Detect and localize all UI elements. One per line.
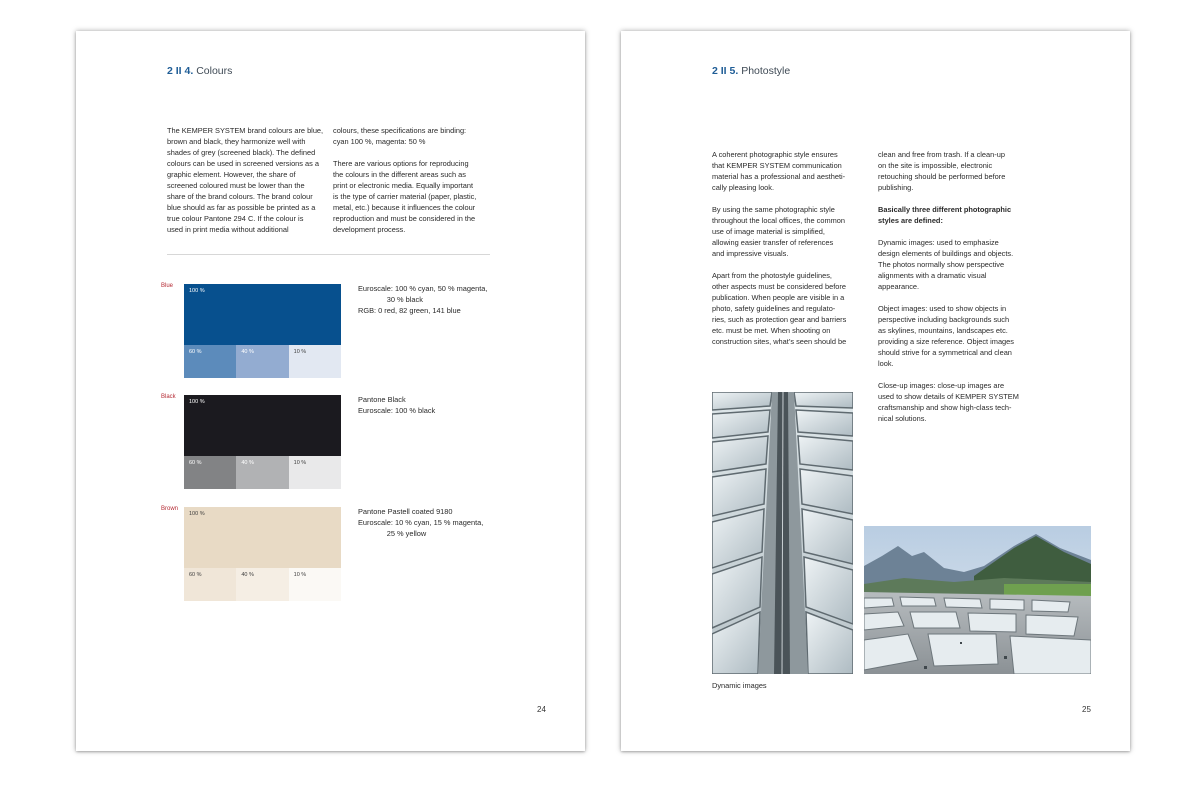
percent-label: 60 % [189, 349, 202, 355]
paragraph: The KEMPER SYSTEM brand colours are blue, brown and black, they harmonize well with shades of grey (screened black). The defined colours can be used in screened versions as a graphic element. However, the share of screened coloured must be lower than the share of the brand colours. The brand colour blue should as far as possible be printed as a true colour Pantone 294 C. If the colour is used in print media without additional [167, 126, 324, 234]
swatch-tint-10 [289, 456, 341, 489]
page-number: 25 [1082, 705, 1091, 714]
section-number: 2 II 4. [167, 65, 194, 77]
swatch-label-blue: Blue [161, 283, 174, 289]
photo-caption: Dynamic images [712, 681, 767, 690]
swatch-description-brown [358, 506, 483, 539]
dynamic-image-skylights [712, 392, 853, 674]
section-title: Colours [196, 65, 233, 77]
percent-label: 40 % [241, 460, 254, 466]
page-number: 24 [537, 705, 546, 714]
swatch-tint-60 [184, 345, 236, 378]
desc-line: Pantone Pastell coated 9180 [358, 507, 453, 516]
swatch-tint-40 [236, 568, 288, 601]
paragraph: By using the same photographic style throughout the local offices, the common use of image material is simplified, allowing easier transfer of references and impressive visuals. [712, 205, 845, 258]
percent-label: 60 % [189, 460, 202, 466]
swatch-label-black: Black [161, 394, 176, 400]
paragraph: There are various options for reproducing the colours in the different areas such as print or electronic media. Equally important is the type of carrier material (paper, plastic, metal, etc.) because it influences the colour reproduction and must be considered in the development process. [333, 159, 477, 234]
percent-label: 40 % [241, 572, 254, 578]
percent-label: 10 % [293, 349, 307, 355]
swatch-main [184, 284, 341, 345]
page-right [621, 31, 1130, 751]
dynamic-image-mountains [864, 526, 1091, 674]
paragraph: Object images: used to show objects in perspective including backgrounds such as skylines, mountains, landscapes etc. providing a size reference. Object images should strive for a symmetrical and clean look. [878, 304, 1014, 368]
desc-line: 30 % black [358, 295, 423, 304]
percent-label: 100 % [189, 399, 205, 405]
paragraph: clean and free from trash. If a clean-up on the site is impossible, electronic retouching should be performed before publishing. [878, 150, 1006, 192]
color-swatch-blue [184, 284, 341, 378]
color-swatch-brown [184, 507, 341, 601]
swatch-description-black [358, 394, 435, 416]
swatch-tint-60 [184, 456, 236, 489]
swatch-tint-40 [236, 345, 288, 378]
swatch-tint-10 [289, 345, 341, 378]
color-swatch-black [184, 395, 341, 489]
desc-line: Euroscale: 100 % black [358, 406, 436, 415]
percent-label: 100 % [189, 511, 205, 517]
desc-line: 25 % yellow [358, 529, 427, 538]
text-column-2 [333, 125, 498, 246]
text-column-1 [712, 149, 874, 358]
desc-line: Euroscale: 100 % cyan, 50 % magenta, [358, 284, 488, 293]
swatch-main [184, 507, 341, 568]
percent-label: 10 % [293, 572, 307, 578]
swatch-tint-40 [236, 456, 288, 489]
page-title-colours [167, 65, 232, 77]
paragraph: Dynamic images: used to emphasize design elements of buildings and objects. The photos normally show perspective alignments with a dramatic visual appearance. [878, 238, 1014, 291]
text-column-1 [167, 125, 327, 246]
percent-label: 10 % [293, 460, 307, 466]
page-left [76, 31, 585, 751]
percent-label: 60 % [189, 572, 202, 578]
swatch-tint-10 [289, 568, 341, 601]
swatch-tint-60 [184, 568, 236, 601]
percent-label: 40 % [241, 349, 254, 355]
paragraph: A coherent photographic style ensures that KEMPER SYSTEM communication material has a professional and aestheti- cally pleasing look. [712, 150, 846, 192]
text-column-2 [878, 149, 1048, 435]
skylight-photo-illustration [712, 392, 853, 674]
section-title: Photostyle [741, 65, 791, 77]
paragraph-heading: Basically three different photographic styles are defined: [878, 205, 1012, 225]
section-number: 2 II 5. [712, 65, 739, 77]
paragraph: Close-up images: close-up images are used to show details of KEMPER SYSTEM craftsmanship and show high-class tech- nical solutions. [878, 381, 1019, 423]
desc-line: RGB: 0 red, 82 green, 141 blue [358, 306, 461, 315]
paragraph: Apart from the photostyle guidelines, other aspects must be considered before publication. When people are visible in a photo, safety guidelines and regulato- ries, such as protection gear and barriers etc. must be met. When shooting on construction sites, what’s seen should be [712, 271, 847, 346]
swatch-label-brown: Brown [161, 506, 179, 512]
divider [167, 254, 490, 255]
paragraph: colours, these specifications are binding: cyan 100 %, magenta: 50 % [333, 126, 467, 146]
mountain-photo-illustration [864, 526, 1091, 674]
desc-line: Euroscale: 10 % cyan, 15 % magenta, [358, 518, 484, 527]
page-title-photostyle [712, 65, 790, 77]
percent-label: 100 % [189, 288, 205, 294]
desc-line: Pantone Black [358, 395, 406, 404]
swatch-main [184, 395, 341, 456]
swatch-description-blue [358, 283, 487, 316]
